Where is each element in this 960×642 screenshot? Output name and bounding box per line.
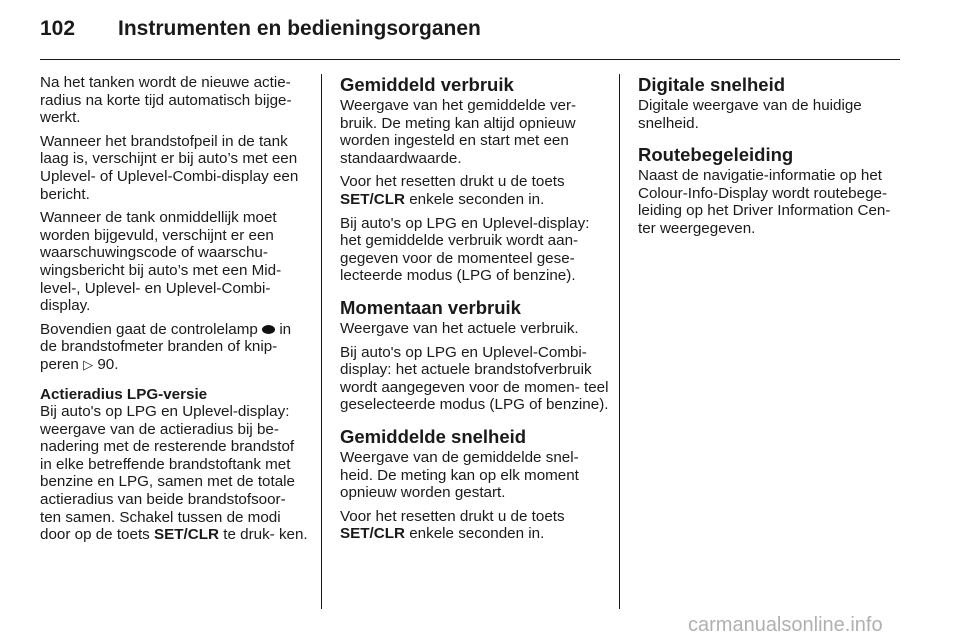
page-number: 102 [40, 17, 76, 40]
paragraph: Wanneer het brandstofpeil in de tank laag is, verschijnt er bij auto’s met een Uplevel- of Uplevel-Combi-display een bericht. [40, 132, 299, 203]
paragraph: Wanneer de tank onmiddellijk moet worden bijgevuld, verschijnt er een waarschuwingscode of waarschu- wingsbericht bij auto’s met een Mid- level-, Uplevel- en Uplevel-Combi- display. [40, 209, 282, 315]
paragraph-text: enkele seconden in. [409, 190, 545, 208]
page-title: Instrumenten en bedieningsorganen [118, 17, 481, 40]
section-heading: Momentaan verbruik [340, 296, 521, 318]
page-header [40, 17, 900, 47]
section-heading: Gemiddeld verbruik [340, 74, 514, 95]
paragraph: Bij auto's op LPG en Uplevel-Combi- display: het actuele brandstofverbruik wordt aangegeven voor de momen- teel geselecteerde modus (LPG of benzine). [340, 343, 609, 414]
paragraph [40, 321, 310, 374]
column-divider [321, 74, 322, 609]
paragraph: Na het tanken wordt de nieuwe actie- radius na korte tijd automatisch bijge- werkt. [40, 74, 292, 127]
paragraph [40, 403, 310, 544]
paragraph: Digitale weergave van de huidige snelheid. [638, 97, 862, 132]
paragraph: Weergave van het actuele verbruik. [340, 319, 579, 337]
paragraph-text: Bij auto's op LPG en Uplevel-display: weergave van de actieradius bij be- nadering met de resterende brandstof in elke betreffende brandstoftank met benzine en LPG, samen met de totale actieradius van beide brandstofsoor- ten samen. Schakel tussen de modi door op de toets [40, 403, 295, 544]
key-label: SET/CLR [340, 190, 405, 208]
watermark: carmanualsonline.info [688, 614, 883, 636]
paragraph-text: enkele seconden in. [409, 525, 545, 543]
subheading: Actieradius LPG-versie [40, 385, 208, 403]
column-2 [340, 74, 610, 549]
header-rule [40, 59, 900, 60]
paragraph-text: in de brandstofmeter branden of knip- peren [40, 320, 292, 373]
column-3 [638, 74, 904, 244]
paragraph-text: Voor het resetten drukt u de toets [340, 173, 565, 191]
paragraph-text: Bovendien gaat de controlelamp [40, 320, 258, 338]
paragraph: Naast de navigatie-informatie op het Colour-Info-Display wordt routebege- leiding op het Driver Information Cen- ter weergegeven. [638, 167, 891, 237]
paragraph: Bij auto's op LPG en Uplevel-display: het gemiddelde verbruik wordt aan- gegeven voor de momenteel gese- lecteerde modus (LPG of benzine). [340, 214, 590, 285]
section-heading: Digitale snelheid [638, 74, 786, 95]
column-divider [619, 74, 620, 609]
warning-lamp-icon [262, 325, 275, 334]
key-label: SET/CLR [154, 526, 219, 544]
column-1 [40, 74, 310, 550]
section-heading: Routebegeleiding [638, 144, 794, 166]
paragraph [340, 508, 610, 543]
paragraph: Weergave van het gemiddelde ver- bruik. De meting kan altijd opnieuw worden ingesteld en start met een standaardwaarde. [340, 97, 577, 167]
paragraph: Weergave van de gemiddelde snel- heid. De meting kan op elk moment opnieuw worden gestart. [340, 448, 579, 502]
paragraph-text: te druk- ken. [223, 526, 308, 544]
paragraph [340, 173, 610, 208]
page-reference[interactable]: 90. [97, 355, 119, 373]
paragraph-text: Voor het resetten drukt u de toets [340, 507, 565, 525]
page-reference-arrow-icon: ▷ [83, 356, 94, 372]
section-heading: Gemiddelde snelheid [340, 425, 527, 447]
key-label: SET/CLR [340, 525, 405, 543]
